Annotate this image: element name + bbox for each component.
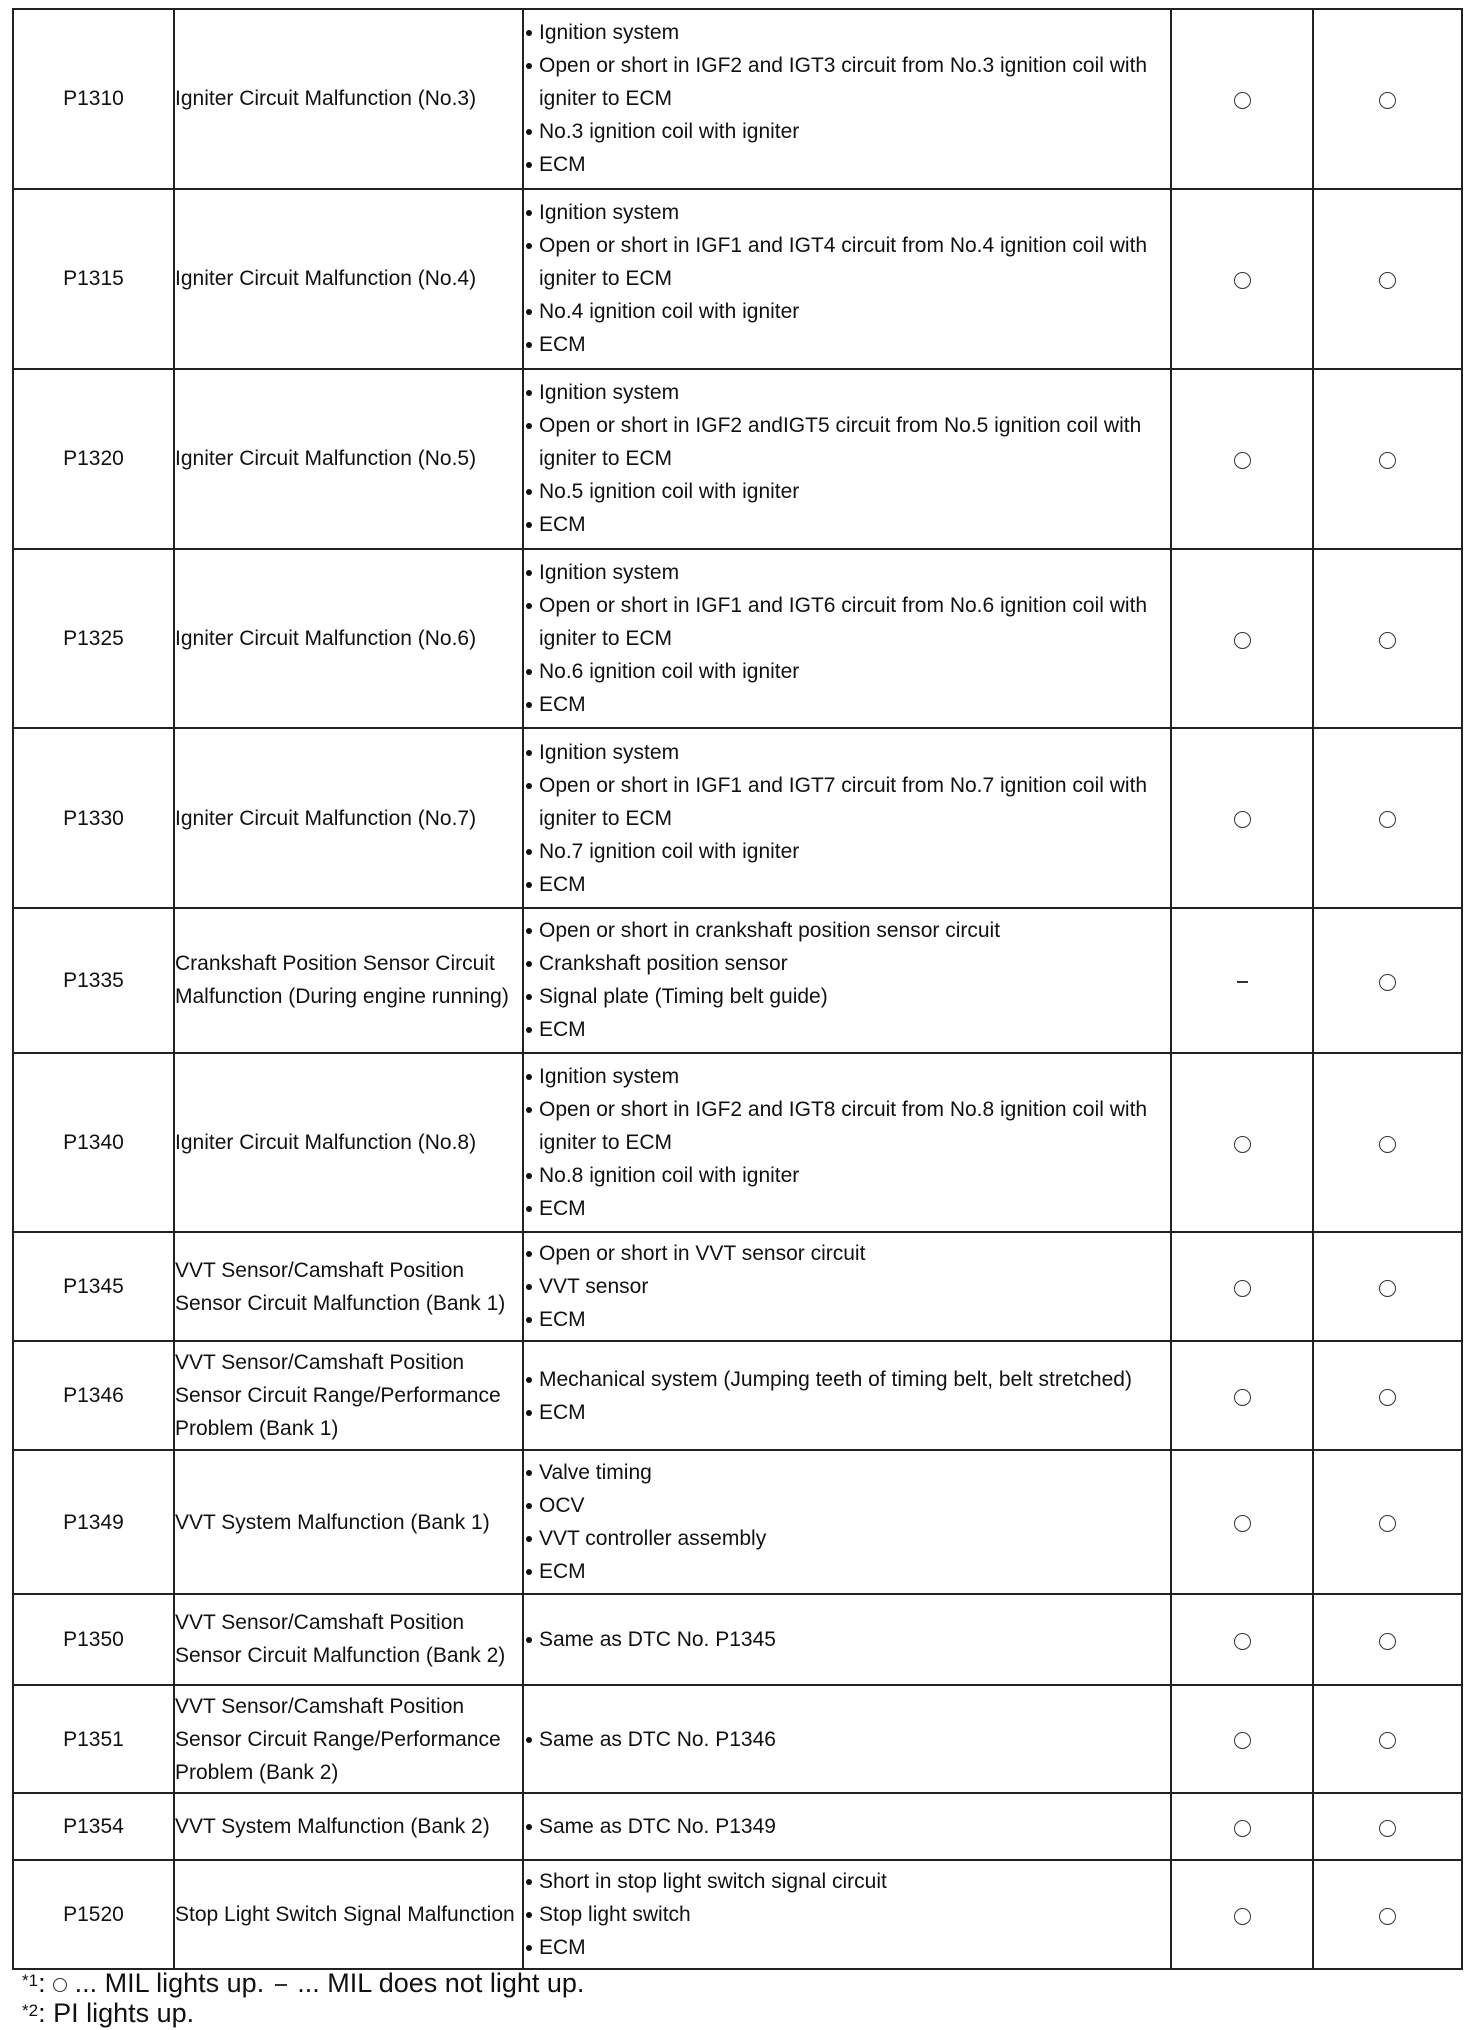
list-item: Valve timing — [524, 1456, 1170, 1489]
list-item: Ignition system — [524, 736, 1170, 769]
detection-item: Igniter Circuit Malfunction (No.6) — [174, 549, 523, 729]
table-row — [13, 1341, 1462, 1450]
list-item: Short in stop light switch signal circuit — [524, 1865, 1170, 1898]
memory-indicator — [1313, 1793, 1462, 1860]
table-row — [13, 1793, 1462, 1860]
circle-icon — [1234, 811, 1251, 828]
trouble-area — [523, 1450, 1171, 1594]
dtc-code: P1340 — [13, 1053, 174, 1233]
detection-item: VVT System Malfunction (Bank 1) — [174, 1450, 523, 1594]
table-row — [13, 1053, 1462, 1233]
footnotes — [22, 1968, 584, 2028]
circle-icon — [1234, 1633, 1251, 1650]
dtc-code: P1310 — [13, 9, 174, 189]
list-item: Ignition system — [524, 376, 1170, 409]
trouble-area — [523, 1793, 1171, 1860]
memory-indicator — [1313, 1232, 1462, 1341]
circle-icon — [1234, 1732, 1251, 1749]
list-item: Open or short in IGF1 and IGT7 circuit from No.7 ignition coil with igniter to ECM — [524, 769, 1170, 835]
detection-item: Crankshaft Position Sensor Circuit Malfunction (During engine running) — [174, 908, 523, 1052]
trouble-area — [523, 369, 1171, 549]
trouble-area — [523, 1594, 1171, 1684]
list-item: Open or short in IGF1 and IGT6 circuit from No.6 ignition coil with igniter to ECM — [524, 589, 1170, 655]
table-row — [13, 1685, 1462, 1794]
circle-icon — [1379, 452, 1396, 469]
mil-indicator — [1171, 1341, 1313, 1450]
dtc-code: P1325 — [13, 549, 174, 729]
detection-item: Igniter Circuit Malfunction (No.4) — [174, 189, 523, 369]
trouble-area — [523, 1685, 1171, 1794]
list-item: ECM — [524, 1396, 1170, 1429]
list-item: Mechanical system (Jumping teeth of timing belt, belt stretched) — [524, 1363, 1170, 1396]
footnote-1-unlit-text: ... MIL does not light up. — [297, 1968, 585, 1998]
trouble-area — [523, 728, 1171, 908]
list-item: VVT controller assembly — [524, 1522, 1170, 1555]
list-item: Open or short in IGF2 andIGT5 circuit from No.5 ignition coil with igniter to ECM — [524, 409, 1170, 475]
memory-indicator — [1313, 369, 1462, 549]
mil-indicator — [1171, 1793, 1313, 1860]
circle-icon — [1234, 1280, 1251, 1297]
trouble-area-list — [524, 556, 1170, 721]
list-item: Same as DTC No. P1346 — [524, 1723, 1170, 1756]
trouble-area-list — [524, 914, 1170, 1046]
mil-indicator — [1171, 908, 1313, 1052]
detection-item: Igniter Circuit Malfunction (No.7) — [174, 728, 523, 908]
dtc-code: P1351 — [13, 1685, 174, 1794]
list-item: ECM — [524, 148, 1170, 181]
list-item: Stop light switch — [524, 1898, 1170, 1931]
list-item: ECM — [524, 1555, 1170, 1588]
dtc-code: P1335 — [13, 908, 174, 1052]
footnote-2-text: PI lights up. — [53, 1998, 195, 2028]
list-item: ECM — [524, 508, 1170, 541]
trouble-area — [523, 189, 1171, 369]
memory-indicator — [1313, 1053, 1462, 1233]
list-item: VVT sensor — [524, 1270, 1170, 1303]
list-item: Signal plate (Timing belt guide) — [524, 980, 1170, 1013]
mil-indicator — [1171, 189, 1313, 369]
circle-icon — [1379, 1732, 1396, 1749]
list-item: Ignition system — [524, 1060, 1170, 1093]
trouble-area — [523, 1860, 1171, 1969]
dash-icon — [275, 1984, 287, 1986]
circle-icon — [1379, 1389, 1396, 1406]
trouble-area — [523, 549, 1171, 729]
detection-item: Igniter Circuit Malfunction (No.8) — [174, 1053, 523, 1233]
mil-indicator — [1171, 1685, 1313, 1794]
table-row — [13, 369, 1462, 549]
mil-indicator — [1171, 9, 1313, 189]
detection-item: VVT Sensor/Camshaft Position Sensor Circuit Range/Performance Problem (Bank 2) — [174, 1685, 523, 1794]
circle-icon — [1234, 272, 1251, 289]
trouble-area — [523, 1053, 1171, 1233]
trouble-area — [523, 908, 1171, 1052]
list-item: No.8 ignition coil with igniter — [524, 1159, 1170, 1192]
memory-indicator — [1313, 1860, 1462, 1969]
trouble-area-list — [524, 196, 1170, 361]
detection-item: VVT Sensor/Camshaft Position Sensor Circuit Malfunction (Bank 2) — [174, 1594, 523, 1684]
circle-icon — [1379, 1820, 1396, 1837]
list-item: Same as DTC No. P1349 — [524, 1810, 1170, 1843]
detection-item: VVT System Malfunction (Bank 2) — [174, 1793, 523, 1860]
circle-icon — [1234, 632, 1251, 649]
list-item: Same as DTC No. P1345 — [524, 1623, 1170, 1656]
circle-icon — [1234, 1136, 1251, 1153]
memory-indicator — [1313, 9, 1462, 189]
list-item: No.4 ignition coil with igniter — [524, 295, 1170, 328]
dtc-code: P1346 — [13, 1341, 174, 1450]
mil-indicator — [1171, 1450, 1313, 1594]
circle-icon — [1379, 1280, 1396, 1297]
memory-indicator — [1313, 1341, 1462, 1450]
trouble-area-list — [524, 1363, 1170, 1429]
detection-item: Stop Light Switch Signal Malfunction — [174, 1860, 523, 1969]
dtc-code: P1330 — [13, 728, 174, 908]
circle-icon — [1379, 1633, 1396, 1650]
trouble-area-list — [524, 1865, 1170, 1964]
mil-indicator — [1171, 1860, 1313, 1969]
mil-indicator — [1171, 728, 1313, 908]
trouble-area-list — [524, 1623, 1170, 1656]
memory-indicator — [1313, 1685, 1462, 1794]
mil-indicator — [1171, 1053, 1313, 1233]
detection-item: VVT Sensor/Camshaft Position Sensor Circuit Range/Performance Problem (Bank 1) — [174, 1341, 523, 1450]
circle-icon — [1379, 1136, 1396, 1153]
table-row — [13, 9, 1462, 189]
list-item: ECM — [524, 1192, 1170, 1225]
list-item: Open or short in VVT sensor circuit — [524, 1237, 1170, 1270]
mil-indicator — [1171, 1232, 1313, 1341]
list-item: Open or short in crankshaft position sensor circuit — [524, 914, 1170, 947]
list-item: ECM — [524, 688, 1170, 721]
trouble-area-list — [524, 1723, 1170, 1756]
trouble-area-list — [524, 16, 1170, 181]
circle-icon — [1379, 811, 1396, 828]
dtc-code: P1320 — [13, 369, 174, 549]
list-item: ECM — [524, 1013, 1170, 1046]
memory-indicator — [1313, 728, 1462, 908]
table-row — [13, 549, 1462, 729]
list-item: Open or short in IGF2 and IGT3 circuit from No.3 ignition coil with igniter to ECM — [524, 49, 1170, 115]
list-item: OCV — [524, 1489, 1170, 1522]
list-item: No.5 ignition coil with igniter — [524, 475, 1170, 508]
list-item: ECM — [524, 1931, 1170, 1964]
dtc-code: P1350 — [13, 1594, 174, 1684]
trouble-area-list — [524, 1237, 1170, 1336]
circle-icon — [1234, 1820, 1251, 1837]
memory-indicator — [1313, 549, 1462, 729]
list-item: Ignition system — [524, 16, 1170, 49]
circle-icon — [1234, 1515, 1251, 1532]
list-item: ECM — [524, 328, 1170, 361]
table-row — [13, 908, 1462, 1052]
dtc-code: P1354 — [13, 1793, 174, 1860]
mil-indicator — [1171, 1594, 1313, 1684]
list-item: ECM — [524, 1303, 1170, 1336]
memory-indicator — [1313, 1594, 1462, 1684]
table-row — [13, 189, 1462, 369]
circle-icon — [1234, 92, 1251, 109]
detection-item: Igniter Circuit Malfunction (No.5) — [174, 369, 523, 549]
list-item: Crankshaft position sensor — [524, 947, 1170, 980]
memory-indicator — [1313, 908, 1462, 1052]
dtc-code: P1349 — [13, 1450, 174, 1594]
trouble-area — [523, 9, 1171, 189]
list-item: Open or short in IGF2 and IGT8 circuit from No.8 ignition coil with igniter to ECM — [524, 1093, 1170, 1159]
list-item: Ignition system — [524, 556, 1170, 589]
circle-icon — [1379, 272, 1396, 289]
table-row — [13, 1860, 1462, 1969]
list-item: No.6 ignition coil with igniter — [524, 655, 1170, 688]
mil-indicator — [1171, 549, 1313, 729]
circle-icon — [53, 1978, 67, 1992]
trouble-area-list — [524, 1810, 1170, 1843]
list-item: Open or short in IGF1 and IGT4 circuit from No.4 ignition coil with igniter to ECM — [524, 229, 1170, 295]
circle-icon — [1379, 92, 1396, 109]
memory-indicator — [1313, 1450, 1462, 1594]
detection-item: VVT Sensor/Camshaft Position Sensor Circuit Malfunction (Bank 1) — [174, 1232, 523, 1341]
footnote-1-lit-text: ... MIL lights up. — [74, 1968, 265, 1998]
circle-icon — [1379, 632, 1396, 649]
footnote-2-mark: *2 — [22, 2001, 39, 2020]
detection-item: Igniter Circuit Malfunction (No.3) — [174, 9, 523, 189]
trouble-area — [523, 1341, 1171, 1450]
dash-icon — [1237, 981, 1248, 983]
trouble-area-list — [524, 1060, 1170, 1225]
list-item: No.7 ignition coil with igniter — [524, 835, 1170, 868]
list-item: ECM — [524, 868, 1170, 901]
circle-icon — [1234, 452, 1251, 469]
table-row — [13, 1594, 1462, 1684]
table-row — [13, 728, 1462, 908]
dtc-table — [12, 8, 1463, 1970]
table-row — [13, 1450, 1462, 1594]
circle-icon — [1234, 1389, 1251, 1406]
mil-indicator — [1171, 369, 1313, 549]
footnote-1: $^{*1}$: ... MIL lights up. ... MIL does not light up. — [22, 1968, 585, 1998]
trouble-area — [523, 1232, 1171, 1341]
circle-icon — [1234, 1908, 1251, 1925]
circle-icon — [1379, 974, 1396, 991]
dtc-code: P1315 — [13, 189, 174, 369]
list-item: No.3 ignition coil with igniter — [524, 115, 1170, 148]
trouble-area-list — [524, 736, 1170, 901]
memory-indicator — [1313, 189, 1462, 369]
table-row — [13, 1232, 1462, 1341]
dtc-code: P1520 — [13, 1860, 174, 1969]
dtc-code: P1345 — [13, 1232, 174, 1341]
trouble-area-list — [524, 1456, 1170, 1588]
footnote-2: $^{*2}$: PI lights up. — [22, 1998, 195, 2028]
dtc-table-body — [13, 9, 1462, 1969]
trouble-area-list — [524, 376, 1170, 541]
circle-icon — [1379, 1515, 1396, 1532]
list-item: Ignition system — [524, 196, 1170, 229]
circle-icon — [1379, 1908, 1396, 1925]
footnote-1-mark: *1 — [22, 1971, 39, 1990]
